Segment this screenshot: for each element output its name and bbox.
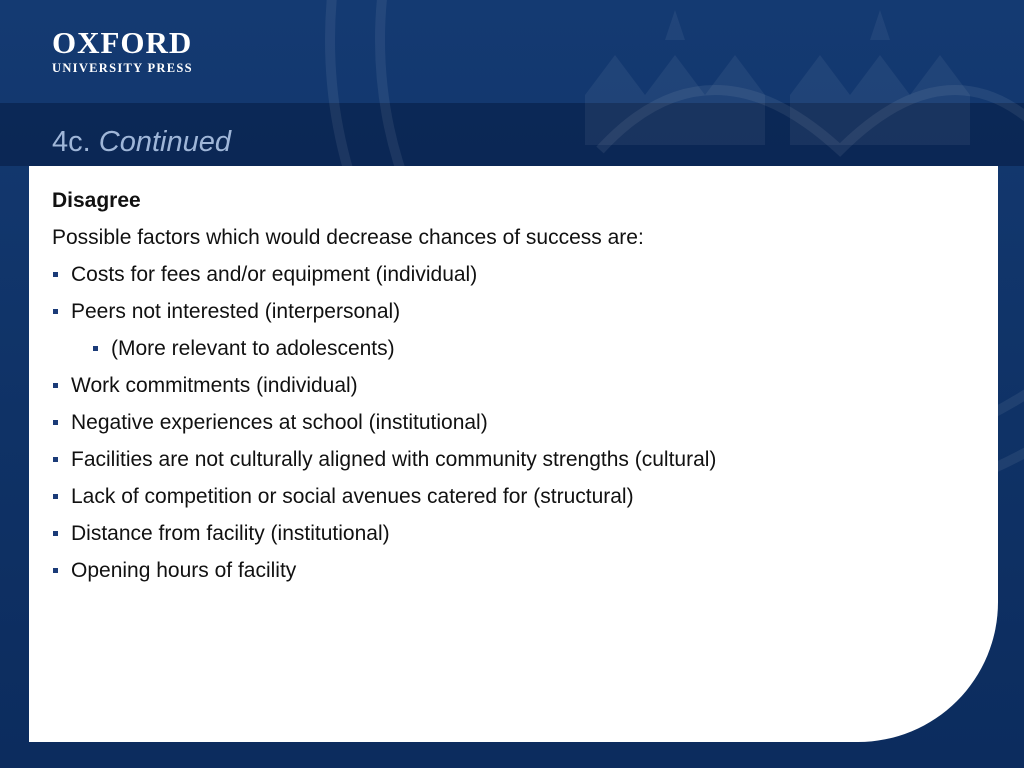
title-subtitle: Continued — [98, 126, 231, 158]
slide-content — [52, 182, 982, 589]
bullet-text: Lack of competition or social avenues catered for (structural) — [71, 485, 634, 508]
bullet-marker-icon — [53, 457, 58, 462]
bullet-item — [52, 293, 982, 330]
bullet-item — [52, 256, 982, 293]
bullet-marker-icon — [53, 531, 58, 536]
content-intro: Possible factors which would decrease chances of success are: — [52, 226, 644, 249]
title-prefix: 4c. — [52, 126, 91, 158]
bullet-text: (More relevant to adolescents) — [111, 337, 395, 360]
bullet-list — [52, 256, 982, 589]
bullet-marker-icon — [53, 420, 58, 425]
logo-wordmark: OXFORD — [52, 25, 193, 60]
slide-title — [52, 124, 231, 160]
bullet-item — [52, 552, 982, 589]
bullet-marker-icon — [93, 346, 98, 351]
oxford-logo — [52, 27, 193, 76]
bullet-text: Distance from facility (institutional) — [71, 522, 390, 545]
bullet-marker-icon — [53, 568, 58, 573]
bullet-text: Work commitments (individual) — [71, 374, 358, 397]
bullet-item — [52, 515, 982, 552]
content-heading: Disagree — [52, 189, 141, 212]
bullet-text: Facilities are not culturally aligned with community strengths (cultural) — [71, 448, 717, 471]
bullet-text: Costs for fees and/or equipment (individual) — [71, 263, 478, 286]
bullet-text: Negative experiences at school (institutional) — [71, 411, 488, 434]
bullet-marker-icon — [53, 494, 58, 499]
bullet-item — [52, 441, 982, 478]
bullet-text: Opening hours of facility — [71, 559, 297, 582]
bullet-text: Peers not interested (interpersonal) — [71, 300, 401, 323]
bullet-marker-icon — [53, 309, 58, 314]
bullet-marker-icon — [53, 272, 58, 277]
sub-bullet-item — [92, 330, 982, 367]
bullet-item — [52, 478, 982, 515]
bullet-marker-icon — [53, 383, 58, 388]
bullet-item — [52, 367, 982, 404]
bullet-item — [52, 404, 982, 441]
logo-subtitle: UNIVERSITY PRESS — [52, 61, 193, 75]
